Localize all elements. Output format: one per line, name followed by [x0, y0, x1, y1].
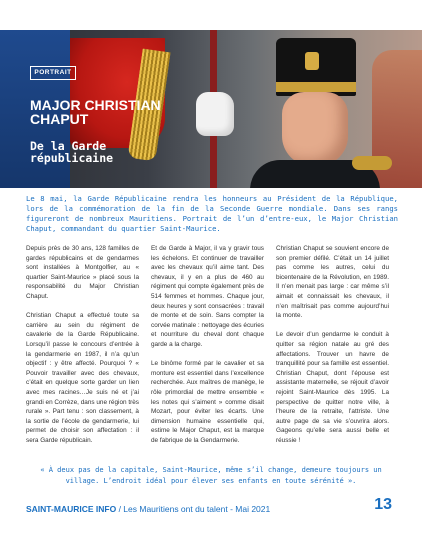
paragraph: Christian Chaput a effectué toute sa carrière au sein du régiment de cavalerie de la Garde Républicaine. Lorsqu’il passe le concours d’entrée à la gendarmerie en 1987, il n’a qu’un objectif : y être affecté. Pourquoi ? « Pouvoir travailler avec des chevaux, c’était en quelque sorte garder un lien avec mes racines…Je suis né et j’ai grandi en Corrèze, dans une région très rurale ». Part tenu : son classement, à la sortie de l’école de gendarmerie, lui permet de choisir son affectation : il sera Garde républicain.: [26, 312, 139, 444]
kepi-gold-band: [276, 82, 356, 92]
pull-quote: « À deux pas de la capitale, Saint-Maurice, même s’il change, demeure toujours un village. L’endroit idéal pour élever ses enfants en toute sérénité ».: [40, 466, 382, 485]
article-subtitle: De la Garde républicaine: [30, 139, 114, 165]
magazine-name: SAINT-MAURICE INFO: [26, 504, 117, 514]
kepi-badge: [305, 52, 319, 70]
text-column-2: [151, 244, 264, 455]
text-column-1: [26, 244, 139, 455]
article-title: MAJOR CHRISTIAN CHAPUT: [30, 97, 161, 127]
white-glove: [196, 92, 234, 136]
article-intro: Le 8 mai, la Garde Républicaine rendra les honneurs au Président de la République, lors de la commémoration de la fin de la Seconde Guerre mondiale. Dans ses rangs figureront de nombreux Mauritiens. Portrait de l’un d’entre-eux, le Major Christian Chaput, commandant du quartier Saint-Maurice.: [26, 194, 398, 233]
gold-epaulette: [352, 156, 392, 170]
section-tag: PORTRAIT: [30, 66, 76, 80]
page-footer: [26, 503, 396, 515]
paragraph: Le binôme formé par le cavalier et sa monture est essentiel dans l’excellence recherchée. Aux maîtres de manège, le rôle primordial de mettre ensemble « les notes qui s’aiment » comme disait Mozart, pour éviter les écarts. Une dimension humaine essentielle qui, estime le Major Chaput, est la marque de fabrique de la Gendarmerie.: [151, 360, 264, 444]
major-face: [282, 92, 348, 166]
paragraph: Depuis près de 30 ans, 128 familles de gardes républicains et de gendarmes sont installées à Montgolfier, au « quartier Saint-Maurice » placé sous la responsabilité du Major Christian Chaput.: [26, 245, 139, 300]
page-number: 13: [374, 496, 392, 513]
footer-separator: /: [116, 504, 124, 514]
paragraph: Le devoir d’un gendarme le conduit à quitter sa région natale au gré des affectations. Trouver un havre de tranquillité pour sa famille est essentiel. Christian Chaput, dont l’épouse est assistante maternelle, se réjouit d’avoir rejoint Saint-Maurice dès 1995. La perspective de quitter notre ville, à l’heure de la retraite, l’attriste. Une autre page de sa vie s’ouvrira alors. Gageons qu’elle sera aussi belle et réussie !: [276, 331, 389, 444]
paragraph: Et de Garde à Major, il va y gravir tous les échelons. Et continuer de travailler avec les chevaux qu’il aime tant. Des chevaux, il y en a plus de 460 au régiment qui compte également près de 514 femmes et hommes. Chaque jour, deux heures y sont consacrées : travail de monte et de soin. Sans compter la corvée matinale : nettoyage des écuries et nourriture du cheval dont chaque garde a la charge.: [151, 245, 264, 348]
issue-label: Les Mauritiens ont du talent - Mai 2021: [123, 504, 271, 514]
paragraph: Christian Chaput se souvient encore de son premier défilé. C’était un 14 juillet pas comme les autres, celui du bicentenaire de la Révolution, en 1989. Il n’en menait pas large : car même s’il aimait et connaissait les chevaux, il n’en maîtrisait pas comme aujourd’hui la monte.: [276, 245, 389, 320]
text-column-3: [276, 244, 389, 455]
